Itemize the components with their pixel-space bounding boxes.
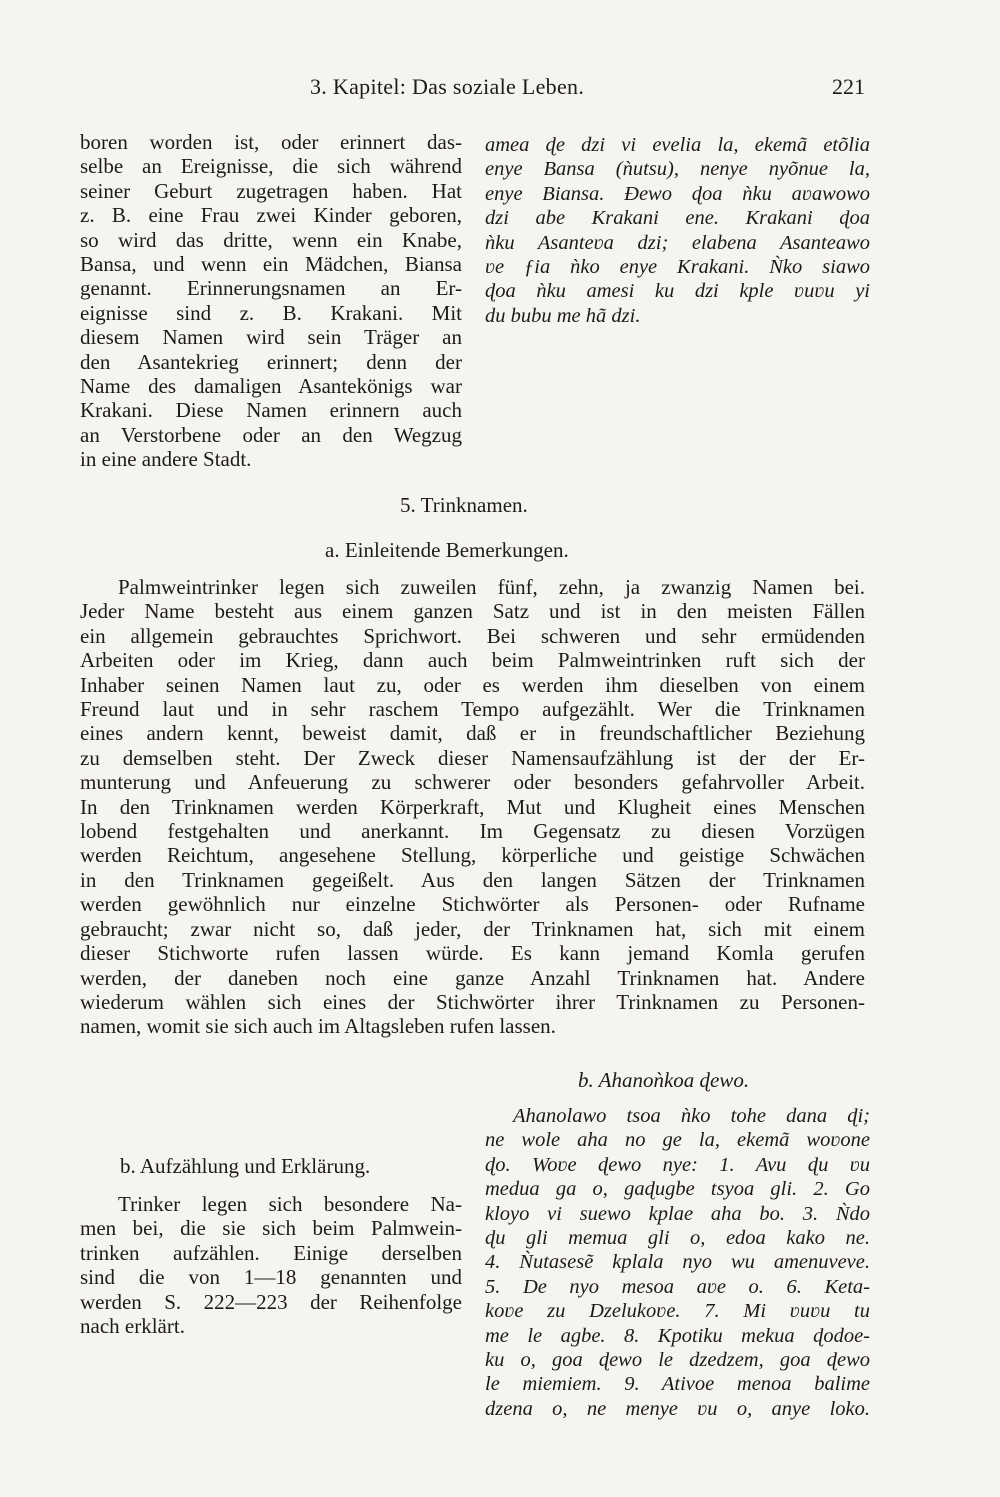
text-line: genannt. Erinnerungsnamen an Er- bbox=[80, 276, 462, 301]
text-line: Ahanolawo tsoa ǹko tohe dana ɖi; bbox=[513, 1105, 870, 1127]
text-line: Jeder Name besteht aus einem ganzen Satz und ist in den meisten Fällen bbox=[80, 599, 865, 624]
subsection-heading-b-ewe: b. Ahanoǹkoa ɖewo. bbox=[578, 1068, 750, 1092]
text-line: koʋe zu Dzelukoʋe. 7. Mi ʋuʋu tu bbox=[485, 1300, 870, 1323]
text-line: trinken aufzählen. Einige derselben bbox=[80, 1240, 462, 1265]
text-line: wiederum wählen sich eines der Stichwörter ihrer Trinknamen zu Personen- bbox=[80, 989, 865, 1014]
text-line: so wird das dritte, wenn ein Knabe, bbox=[80, 227, 462, 252]
text-line: Inhaber seinen Namen laut zu, oder es werden ihm dieselben von einem bbox=[80, 672, 865, 697]
chapter-title: 3. Kapitel: Das soziale Leben. bbox=[310, 74, 585, 99]
text-line: Palmweintrinker legen sich zuweilen fünf, zehn, ja zwanzig Namen bei. bbox=[118, 575, 865, 599]
text-line: men bei, die sie sich beim Palmwein- bbox=[80, 1216, 462, 1241]
text-line: werden, der daneben noch eine ganze Anzahl Trinknamen hat. Andere bbox=[80, 965, 865, 990]
text-line: dzena o, ne menye ʋu o, anye loko. bbox=[485, 1397, 870, 1420]
text-line: eignisse sind z. B. Krakani. Mit bbox=[80, 300, 462, 325]
text-line: ǹku Asanteʋa dzi; elabena Asanteawo bbox=[485, 231, 870, 254]
text-line: gebraucht; zwar nicht so, daß jeder, der Trinknamen hat, sich mit einem bbox=[80, 916, 865, 941]
text-line: Krakani. Diese Namen erinnern auch bbox=[80, 398, 462, 423]
text-line: den Asantekrieg erinnert; denn der bbox=[80, 349, 462, 374]
subsection-heading-a: a. Einleitende Bemerkungen. bbox=[325, 538, 569, 562]
left-column-german-1 bbox=[80, 130, 462, 472]
text-line: ɖoa ǹku amesi ku dzi kple ʋuʋu yi bbox=[485, 280, 870, 303]
text-line: enye Biansa. Ɖewo ɖoa ǹku aʋawowo bbox=[485, 182, 870, 205]
text-line: namen, womit sie sich auch im Altagsleben rufen lassen. bbox=[80, 1014, 556, 1039]
text-line: werden gewöhnlich nur einzelne Stichwörter als Personen- oder Rufname bbox=[80, 892, 865, 917]
text-line: Name des damaligen Asantekönigs war bbox=[80, 374, 462, 399]
text-line: lobend festgehalten und anerkannt. Im Gegensatz zu diesen Vorzügen bbox=[80, 819, 865, 844]
text-line: nach erklärt. bbox=[80, 1314, 185, 1339]
text-line: diesem Namen wird sein Träger an bbox=[80, 325, 462, 350]
text-line: selbe an Ereignisse, die sich während bbox=[80, 154, 462, 179]
text-line: In den Trinknamen werden Körperkraft, Mut und Klugheit eines Menschen bbox=[80, 794, 865, 819]
text-line: ku o, goa ɖewo le dzedzem, goa ɖewo bbox=[485, 1349, 870, 1372]
text-line: le miemiem. 9. Ativoe menoa balime bbox=[485, 1373, 870, 1396]
right-column-ewe-1 bbox=[485, 133, 870, 328]
text-line: munterung und Anfeuerung zu schwerer oder besonders gefahrvoller Arbeit. bbox=[80, 770, 865, 795]
text-line: boren worden ist, oder erinnert das- bbox=[80, 130, 462, 154]
text-line: me le agbe. 8. Kpotiku mekua ɖodoe- bbox=[485, 1324, 870, 1347]
text-line: z. B. eine Frau zwei Kinder geboren, bbox=[80, 203, 462, 228]
text-line: du bubu me hã dzi. bbox=[485, 304, 641, 327]
text-line: werden S. 222—223 der Reihenfolge bbox=[80, 1289, 462, 1314]
text-line: Bansa, und wenn ein Mädchen, Biansa bbox=[80, 252, 462, 277]
main-paragraph bbox=[80, 575, 865, 1039]
text-line: sind die von 1—18 genannten und bbox=[80, 1265, 462, 1290]
text-line: 5. De nyo mesoa aʋe o. 6. Keta- bbox=[485, 1275, 870, 1298]
text-line: zu demselben steht. Der Zweck dieser Namensaufzählung ist der der Er- bbox=[80, 745, 865, 770]
text-line: enye Bansa (ǹutsu), nenye nyõnue la, bbox=[485, 158, 870, 181]
text-line: in den Trinknamen gegeißelt. Aus den langen Sätzen der Trinknamen bbox=[80, 867, 865, 892]
text-line: Trinker legen sich besondere Na- bbox=[118, 1192, 462, 1216]
left-column-german-2 bbox=[80, 1192, 462, 1338]
running-header bbox=[80, 74, 865, 108]
text-line: dzi abe Krakani ene. Krakani ɖoa bbox=[485, 207, 870, 230]
text-line: an Verstorbene oder an den Wegzug bbox=[80, 422, 462, 447]
text-line: kloyo vi suewo kplae aha bo. 3. Ǹdo bbox=[485, 1202, 870, 1225]
text-line: ɖo. Woʋe ɖewo nye: 1. Avu ɖu ʋu bbox=[485, 1153, 870, 1176]
text-line: in eine andere Stadt. bbox=[80, 447, 252, 472]
text-line: amea ɖe dzi vi evelia la, ekemã etõlia bbox=[485, 134, 870, 156]
text-line: ɖu gli memua gli o, edoa kako ne. bbox=[485, 1227, 870, 1250]
text-line: seiner Geburt zugetragen haben. Hat bbox=[80, 178, 462, 203]
text-line: werden Reichtum, angesehene Stellung, körperliche und geistige Schwächen bbox=[80, 843, 865, 868]
text-line: eines andern kennt, beweist damit, daß er in freundschaftlicher Beziehung bbox=[80, 721, 865, 746]
right-column-ewe-2 bbox=[485, 1104, 870, 1421]
section-heading-trinknamen: 5. Trinknamen. bbox=[400, 493, 528, 517]
text-line: medua ga o, gaɖugbe tsyoa gli. 2. Go bbox=[485, 1178, 870, 1201]
text-line: ein allgemein gebrauchtes Sprichwort. Bei schweren und sehr ermüdenden bbox=[80, 623, 865, 648]
text-line: ʋe ƒia ǹko enye Krakani. Ǹko siawo bbox=[485, 256, 870, 279]
page-number: 221 bbox=[832, 74, 865, 99]
subsection-heading-b-german: b. Aufzählung und Erklärung. bbox=[120, 1154, 371, 1178]
text-line: Freund laut und in sehr raschem Tempo aufgezählt. Wer die Trinknamen bbox=[80, 697, 865, 722]
text-line: dieser Stichworte rufen lassen würde. Es kann jemand Komla gerufen bbox=[80, 941, 865, 966]
text-line: ne wole aha no ge la, ekemã woʋone bbox=[485, 1129, 870, 1152]
text-line: Arbeiten oder im Krieg, dann auch beim Palmweintrinken ruft sich der bbox=[80, 648, 865, 673]
text-line: 4. Ǹutasesẽ kplala nyo wu amenuveve. bbox=[485, 1251, 870, 1274]
